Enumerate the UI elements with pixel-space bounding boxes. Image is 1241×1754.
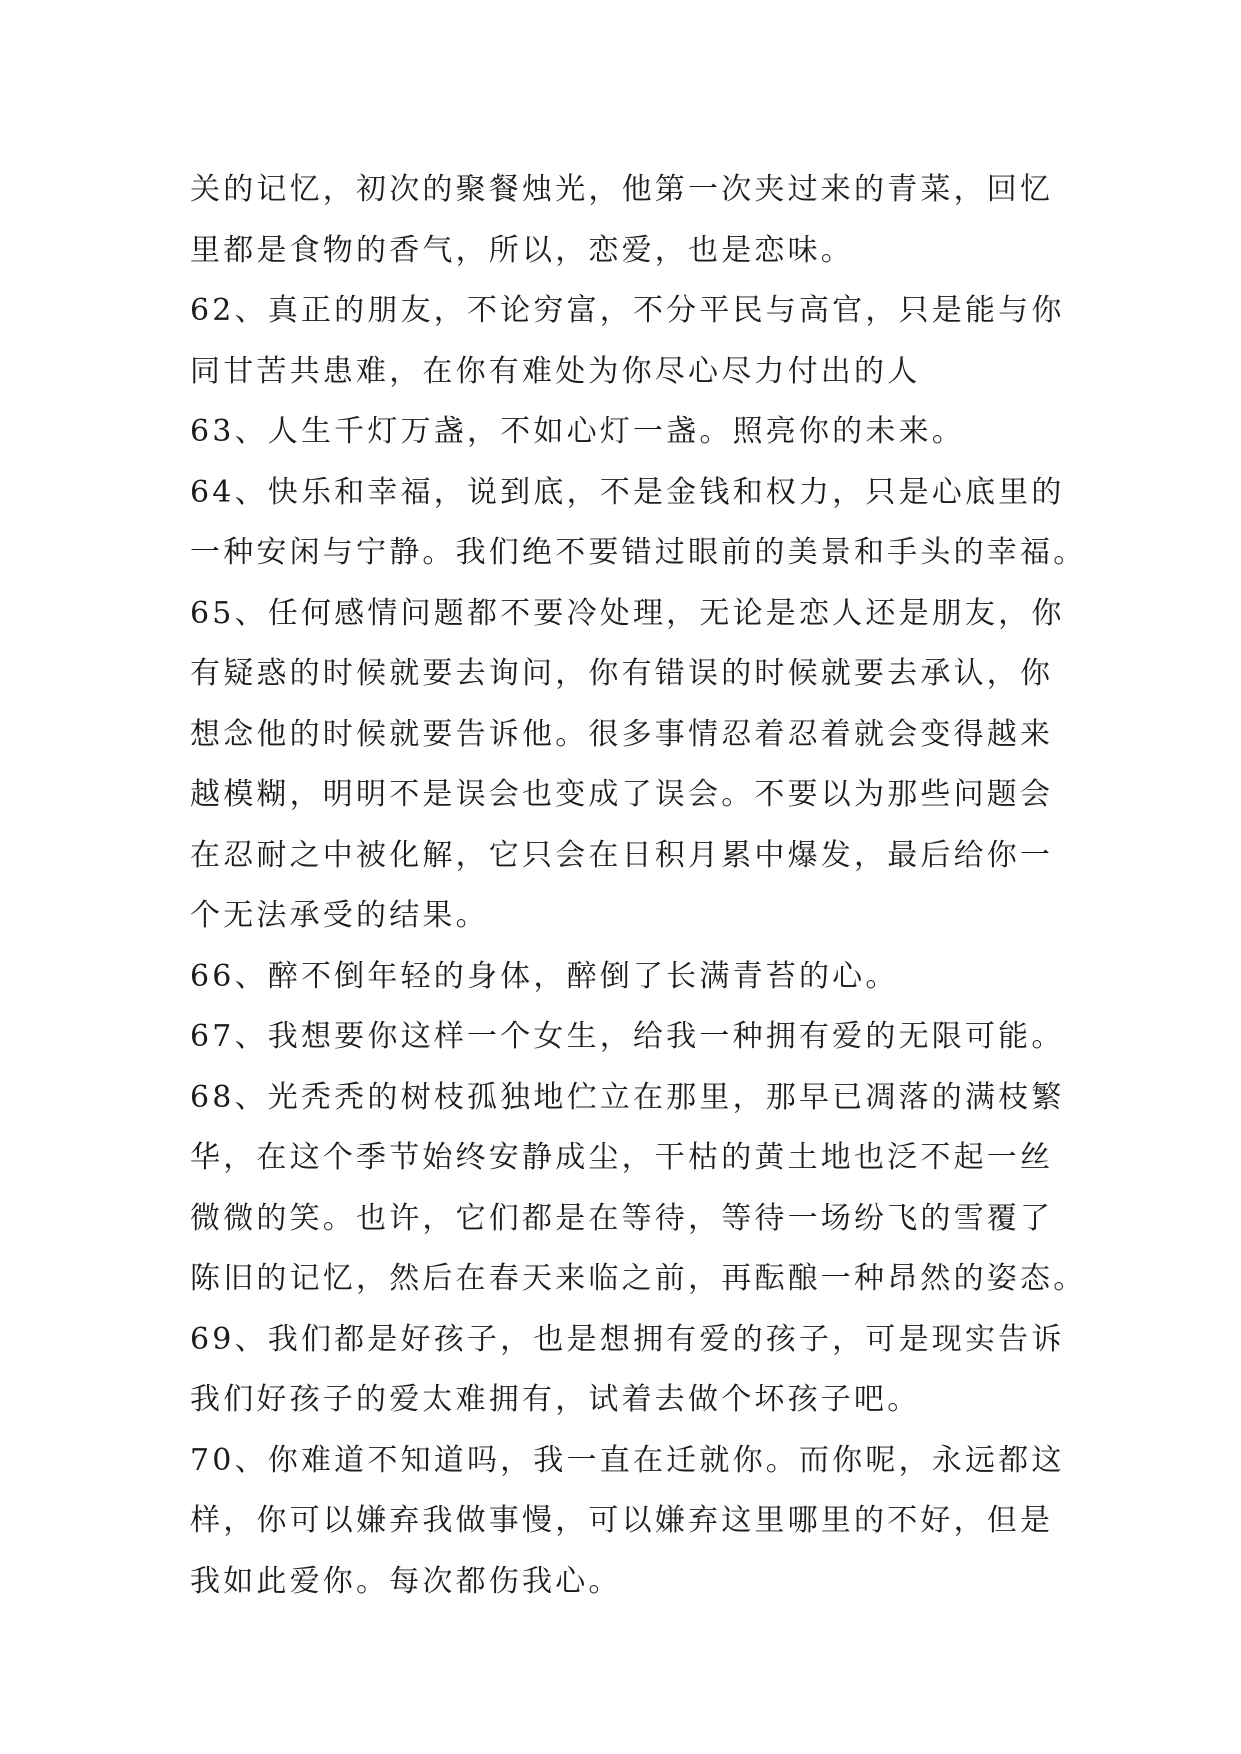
text-line: 66、醉不倒年轻的身体，醉倒了长满青苔的心。 <box>190 958 899 994</box>
document-body <box>190 160 1090 1612</box>
text-line: 63、人生千灯万盏，不如心灯一盏。照亮你的未来。 <box>190 414 965 449</box>
text-line: 64、快乐和幸福，说到底，不是金钱和权力，只是心底里的 <box>190 474 1065 510</box>
text-line: 69、我们都是好孩子，也是想拥有爱的孩子，可是现实告诉 <box>190 1321 1065 1357</box>
text-line: 我如此爱你。每次都伤我心。 <box>190 1563 622 1599</box>
text-line: 里都是食物的香气，所以，恋爱，也是恋味。 <box>190 232 854 268</box>
text-line: 62、真正的朋友，不论穷富，不分平民与高官，只是能与你 <box>190 293 1065 328</box>
text-line: 70、你难道不知道吗，我一直在迁就你。而你呢，永远都这 <box>190 1442 1065 1478</box>
text-line: 有疑惑的时候就要去询问，你有错误的时候就要去承认，你 <box>190 656 1054 691</box>
text-line: 个无法承受的结果。 <box>190 898 489 933</box>
text-line: 华，在这个季节始终安静成尘，干枯的黄土地也泛不起一丝 <box>190 1140 1054 1175</box>
text-line: 想念他的时候就要告诉他。很多事情忍着忍着就会变得越来 <box>190 716 1054 752</box>
text-line: 65、任何感情问题都不要冷处理，无论是恋人还是朋友，你 <box>190 595 1065 631</box>
text-line: 同甘苦共患难，在你有难处为你尽心尽力付出的人 <box>190 353 921 389</box>
text-line: 样，你可以嫌弃我做事慢，可以嫌弃这里哪里的不好，但是 <box>190 1503 1054 1538</box>
text-line: 一种安闲与宁静。我们绝不要错过眼前的美景和手头的幸福。 <box>190 535 1087 570</box>
text-line: 我们好孩子的爱太难拥有，试着去做个坏孩子吧。 <box>190 1382 921 1417</box>
text-line: 关的记忆，初次的聚餐烛光，他第一次夹过来的青菜，回忆 <box>190 172 1054 207</box>
text-line: 在忍耐之中被化解，它只会在日积月累中爆发，最后给你一 <box>190 837 1054 873</box>
text-line: 越模糊，明明不是误会也变成了误会。不要以为那些问题会 <box>190 777 1054 812</box>
text-line: 陈旧的记忆，然后在春天来临之前，再酝酿一种昂然的姿态。 <box>190 1261 1087 1296</box>
text-line: 67、我想要你这样一个女生，给我一种拥有爱的无限可能。 <box>190 1019 1065 1054</box>
text-line: 微微的笑。也许，它们都是在等待，等待一场纷飞的雪覆了 <box>190 1200 1054 1236</box>
text-line: 68、光秃秃的树枝孤独地伫立在那里，那早已凋落的满枝繁 <box>190 1079 1065 1115</box>
